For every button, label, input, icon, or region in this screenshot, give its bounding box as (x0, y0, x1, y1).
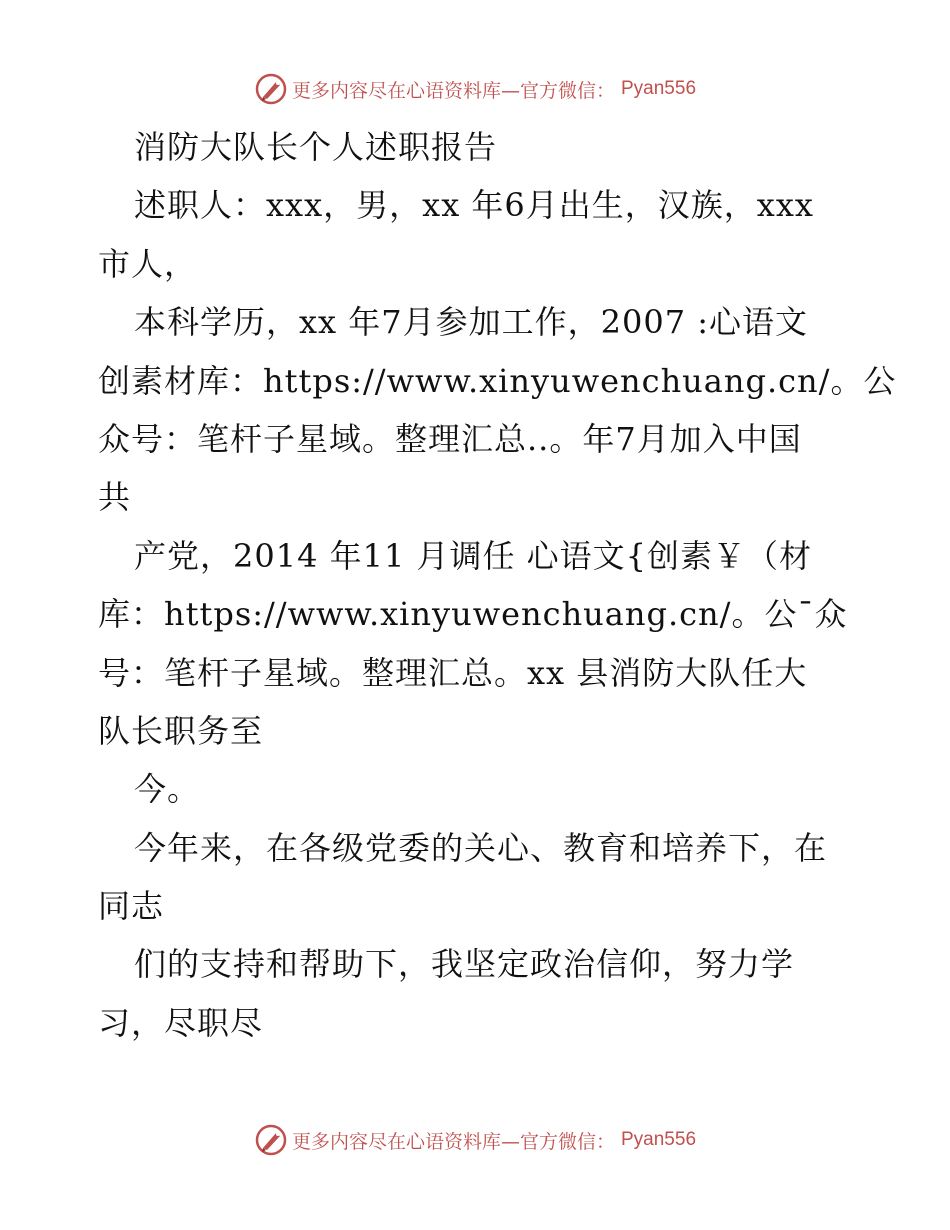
doc-line: 创素材库：https://www.xinyuwenchuang.cn/。公 (98, 361, 897, 400)
doc-line: 产党，2014 年11 月调任 心语文{创素￥（材 (134, 536, 813, 575)
doc-line: 习，尽职尽 (98, 1003, 264, 1042)
doc-line: 众号：笔杆子星域。整理汇总..。年7月加入中国 (98, 419, 802, 458)
pen-logo-icon (254, 72, 288, 106)
footer-banner (0, 1120, 950, 1160)
doc-line: 今。 (134, 770, 201, 809)
doc-line: 队长职务至 (98, 711, 264, 750)
doc-line: 市人， (98, 244, 198, 283)
doc-title: 消防大队长个人述职报告 (134, 128, 498, 166)
doc-line: 库：https://www.xinyuwenchuang.cn/。公¯众 (98, 595, 848, 634)
doc-line: 述职人：xxx，男，xx 年6月出生，汉族，xxx (134, 186, 814, 225)
doc-line: 们的支持和帮助下，我坚定政治信仰，努力学 (134, 945, 795, 984)
doc-line: 本科学历，xx 年7月参加工作，2007 :心语文 (134, 303, 809, 342)
banner-text: 更多内容尽在心语资料库—官方微信： (291, 79, 615, 102)
doc-line: 号：笔杆子星域。整理汇总。xx 县消防大队任大 (98, 653, 808, 692)
banner-text: 更多内容尽在心语资料库—官方微信： (291, 1130, 615, 1153)
doc-line: 今年来，在各级党委的关心、教育和培养下，在 (134, 828, 828, 867)
wechat-id: Pyan556 (621, 78, 697, 99)
header-banner (0, 69, 950, 109)
doc-line: 共 (98, 478, 132, 517)
pen-logo-icon (254, 1123, 288, 1157)
document-body (98, 118, 897, 1052)
wechat-id: Pyan556 (621, 1129, 697, 1150)
doc-line: 同志 (98, 887, 165, 926)
